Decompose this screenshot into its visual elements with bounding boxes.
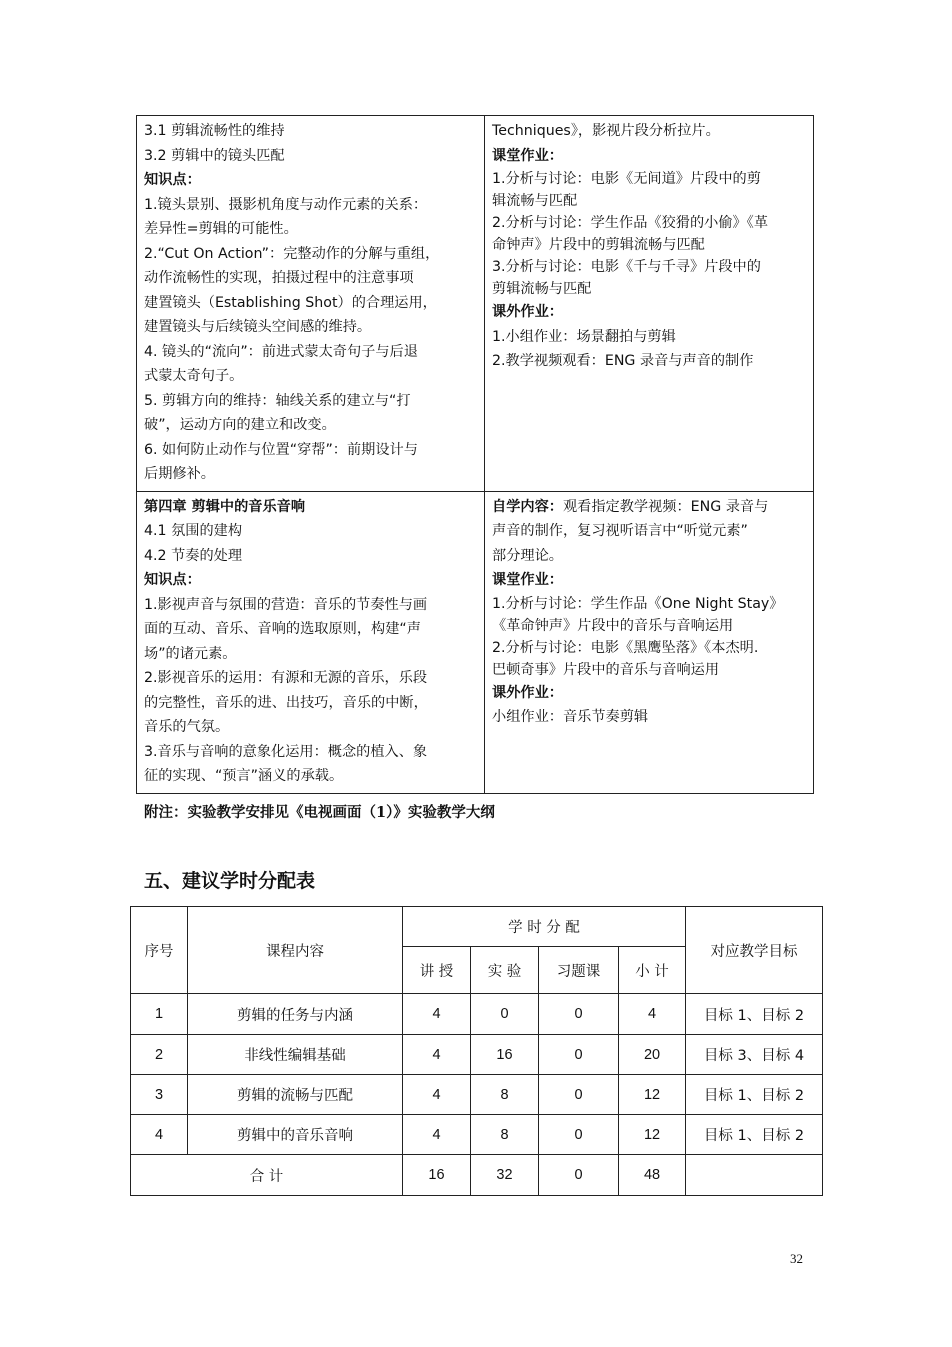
- chapter4-assignment-line: 课外作业：: [492, 684, 563, 701]
- chapter4-content-line: 知识点：: [144, 572, 201, 588]
- table-row: [131, 1075, 823, 1115]
- row-exercise: 0: [539, 1115, 619, 1155]
- chapter4-content-line: 3.音乐与音响的意象化运用：概念的植入、象: [144, 743, 428, 760]
- table-row: [131, 1115, 823, 1155]
- chapter3-content-line: 6. 如何防止动作与位置“穿帮”：前期设计与: [144, 441, 418, 458]
- section-title: 五、建议学时分配表: [144, 870, 316, 892]
- total-subtotal: 48: [619, 1155, 686, 1196]
- row-index: 4: [131, 1115, 188, 1155]
- chapter4-assignment-line: 小组作业：音乐节奏剪辑: [492, 709, 649, 725]
- chapter3-content-line: 2.“Cut On Action”：完整动作的分解与重组，: [144, 245, 440, 262]
- header-index: 序号: [131, 907, 188, 994]
- chapter3-assignment-line: 2.教学视频观看：ENG 录音与声音的制作: [492, 353, 754, 369]
- chapter4-content-line: 面的互动、音乐、音响的选取原则，构建“声: [144, 621, 421, 637]
- row-experiment: 0: [471, 994, 539, 1035]
- total-exercise: 0: [539, 1155, 619, 1196]
- chapter4-content-line: 第四章 剪辑中的音乐音响: [144, 498, 306, 515]
- row-goal: 目标 3、目标 4: [686, 1035, 823, 1075]
- chapter3-assignment-cell: [485, 116, 814, 492]
- chapter4-assignment-line: 声音的制作，复习视听语言中“听觉元素”: [492, 523, 748, 539]
- row-subtotal: 12: [619, 1075, 686, 1115]
- chapter4-assignment-cell: [485, 491, 814, 793]
- chapter3-content-line: 建置镜头与后续镜头空间感的维持。: [144, 319, 372, 335]
- row-exercise: 0: [539, 1075, 619, 1115]
- syllabus-table: [136, 115, 814, 794]
- row-lecture: 4: [403, 1075, 471, 1115]
- page-number: 32: [790, 1251, 803, 1266]
- row-exercise: 0: [539, 1035, 619, 1075]
- row-subtotal: 20: [619, 1035, 686, 1075]
- chapter4-assignment-line: 1.分析与讨论：学生作品《One Night Stay》: [492, 595, 784, 612]
- chapter3-content-line: 3.1 剪辑流畅性的维持: [144, 123, 285, 139]
- row-content: 非线性编辑基础: [188, 1035, 403, 1075]
- row-subtotal: 4: [619, 994, 686, 1035]
- chapter4-content-line: 2.影视音乐的运用：有源和无源的音乐，乐段: [144, 670, 428, 686]
- chapter3-content-line: 式蒙太奇句子。: [144, 368, 244, 384]
- row-goal: 目标 1、目标 2: [686, 994, 823, 1035]
- chapter4-content-cell: [137, 491, 485, 793]
- chapter3-content-line: 5. 剪辑方向的维持：轴线关系的建立与“打: [144, 392, 411, 409]
- chapter3-content-line: 动作流畅性的实现，拍摄过程中的注意事项: [144, 270, 414, 286]
- lab-note: 附注：实验教学安排见《电视画面（1）》实验教学大纲: [144, 804, 495, 821]
- chapter3-assignment-line: 课堂作业：: [492, 147, 563, 164]
- row-experiment: 8: [471, 1075, 539, 1115]
- row-goal: 目标 1、目标 2: [686, 1075, 823, 1115]
- self-study-line: [492, 495, 807, 520]
- chapter4-content-line: 4.1 氛围的建构: [144, 523, 243, 539]
- syllabus-row-chapter4: [137, 491, 814, 793]
- chapter3-content-line: 破”，运动方向的建立和改变。: [144, 417, 336, 433]
- chapter3-assignment-line: 命钟声》片段中的剪辑流畅与匹配: [492, 237, 705, 253]
- chapter3-content-line: 4. 镜头的“流向”：前进式蒙太奇句子与后退: [144, 343, 418, 360]
- header-experiment: 实 验: [471, 947, 539, 994]
- syllabus-row-chapter3: [137, 116, 814, 492]
- chapter3-content-line: 1.镜头景别、摄影机角度与动作元素的关系：: [144, 196, 428, 213]
- chapter3-content-line: 建置镜头（Establishing Shot）的合理运用，: [144, 294, 437, 311]
- table-row: [131, 994, 823, 1035]
- chapter4-content-line: 音乐的气氛。: [144, 719, 230, 735]
- header-lecture: 讲 授: [403, 947, 471, 994]
- self-study-label: 自学内容：: [492, 498, 563, 515]
- chapter4-content-line: 4.2 节奏的处理: [144, 547, 243, 564]
- chapter3-assignment-line: Techniques》，影视片段分析拉片。: [492, 123, 720, 139]
- row-subtotal: 12: [619, 1115, 686, 1155]
- chapter4-assignment-line: 《革命钟声》片段中的音乐与音响运用: [492, 617, 734, 634]
- chapter4-content-line: 的完整性，音乐的进、出技巧，音乐的中断，: [144, 694, 428, 711]
- chapter3-content-line: 知识点：: [144, 172, 201, 188]
- chapter3-content-cell: [137, 116, 485, 492]
- chapter4-content-line: 场”的诸元素。: [144, 645, 237, 662]
- chapter3-content-line: 3.2 剪辑中的镜头匹配: [144, 147, 285, 164]
- row-content: 剪辑的流畅与匹配: [188, 1075, 403, 1115]
- row-goal: 目标 1、目标 2: [686, 1115, 823, 1155]
- chapter3-assignment-line: 剪辑流畅与匹配: [492, 281, 592, 297]
- header-subtotal: 小 计: [619, 947, 686, 994]
- chapter4-assignment-lines: [492, 519, 807, 730]
- chapter4-content-line: 征的实现、“预言”涵义的承载。: [144, 768, 344, 784]
- row-content: 剪辑中的音乐音响: [188, 1115, 403, 1155]
- row-content: 剪辑的任务与内涵: [188, 994, 403, 1035]
- chapter3-assignment-line: 1.分析与讨论：电影《无间道》片段中的剪: [492, 171, 761, 187]
- row-experiment: 16: [471, 1035, 539, 1075]
- total-lecture: 16: [403, 1155, 471, 1196]
- row-exercise: 0: [539, 994, 619, 1035]
- total-label: 合 计: [131, 1155, 403, 1196]
- header-exercise: 习题课: [539, 947, 619, 994]
- chapter4-assignment-line: 课堂作业：: [492, 572, 563, 588]
- chapter3-assignment-line: 辑流畅与匹配: [492, 193, 578, 209]
- self-study-text: 观看指定教学视频：ENG 录音与: [562, 498, 769, 515]
- row-index: 1: [131, 994, 188, 1035]
- chapter3-content-line: 后期修补。: [144, 466, 215, 482]
- row-lecture: 4: [403, 994, 471, 1035]
- row-index: 3: [131, 1075, 188, 1115]
- chapter3-assignment-line: 3.分析与讨论：电影《千与千寻》片段中的: [492, 259, 761, 275]
- chapter3-content-line: 差异性=剪辑的可能性。: [144, 221, 298, 237]
- row-lecture: 4: [403, 1115, 471, 1155]
- table-row: [131, 1035, 823, 1075]
- total-experiment: 32: [471, 1155, 539, 1196]
- header-goal: 对应教学目标: [686, 907, 823, 994]
- chapter4-content-line: 1.影视声音与氛围的营造：音乐的节奏性与画: [144, 596, 428, 613]
- chapter4-assignment-line: 巴顿奇事》片段中的音乐与音响运用: [492, 661, 720, 678]
- row-index: 2: [131, 1035, 188, 1075]
- total-goal: [686, 1155, 823, 1196]
- row-lecture: 4: [403, 1035, 471, 1075]
- header-content: 课程内容: [188, 907, 403, 994]
- chapter3-assignment-line: 课外作业：: [492, 304, 563, 320]
- chapter3-assignment-line: 1.小组作业：场景翻拍与剪辑: [492, 328, 676, 345]
- hours-header-row: [131, 907, 823, 947]
- chapter4-assignment-line: 2.分析与讨论：电影《黑鹰坠落》《本杰明.: [492, 639, 759, 656]
- row-experiment: 8: [471, 1115, 539, 1155]
- total-row: [131, 1155, 823, 1196]
- hours-table: [130, 906, 823, 1196]
- chapter4-assignment-line: 部分理论。: [492, 547, 563, 564]
- chapter3-assignment-line: 2.分析与讨论：学生作品《狡猾的小偷》《革: [492, 215, 769, 231]
- header-allocation: 学 时 分 配: [403, 907, 686, 947]
